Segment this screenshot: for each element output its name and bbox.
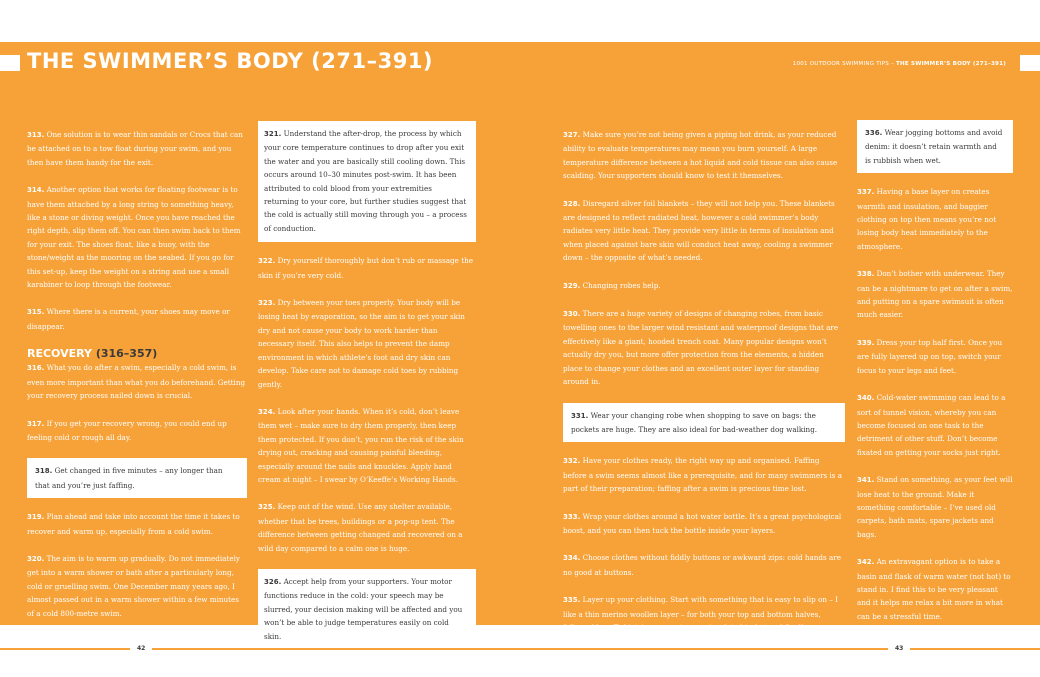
header-tab-right: [1020, 55, 1040, 71]
tip-323: 323. Dry between your toes properly. Your body will be losing heat by evaporation, so the aim is to get your skin dry and not cause your body to work harder than necessary itself. This also helps to prevent the damp environment in which athlete’s foot and dry skin can develop. Take care not to damage cold toes by rubbing gently.: [258, 298, 465, 389]
tip-340: 340. Cold-water swimming can lead to a sort of tunnel vision, whereby you can become focused on one task to the detriment of other stuff. Don’t become fixated on getting your socks just right.: [857, 393, 1006, 457]
tip-314: 314. Another option that works for floating footwear is to have them attached by a long string to something heavy, like a stone or diving weight. Once you have reached the right depth, slip them off. You can then swim back to them for your exit. The shoes float, like a buoy, with the stone/weight as the mooring on the seabed. If you go for this set-up, keep the weight on a string and use a small karabiner to loop through the footwear.: [27, 185, 241, 290]
footer-rule-left: [0, 648, 130, 650]
section-heading-recovery: RECOVERY (316–357): [27, 347, 158, 361]
running-header: 1001 OUTDOOR SWIMMING TIPS – THE SWIMMER’S BODY (271–391): [792, 61, 1006, 67]
tip-322: 322. Dry yourself thoroughly but don’t rub or massage the skin if you’re very cold.: [258, 256, 473, 280]
highlight-box-321: 321. Understand the after-drop, the process by which your core temperature continues to drop after you exit the water and you are basically still cooling down. This occurs around 10–30 minutes post-swim. It has been attributed to cold blood from your extremities returning to your core, but further studies suggest that the cold is actually still moving through you – a process of conduction.: [258, 121, 476, 242]
tip-327: 327. Make sure you’re not being given a piping hot drink, as your reduced ability to evaluate temperatures may mean you burn yourself. A large temperature difference between a hot liquid and cold tissue can also cause scalding. Your supporters should know to test it themselves.: [563, 130, 838, 181]
highlight-box-331: 331. Wear your changing robe when shopping to save on bags: the pockets are huge. They are also ideal for bad-weather dog walking.: [563, 403, 845, 443]
tip-341: 341. Stand on something, as your feet will lose heat to the ground. Make it something comfortable – I’ve used old carpets, bath mats, spare jackets and bags.: [857, 475, 1013, 539]
tip-334: 334. Choose clothes without fiddly buttons or awkward zips: cold hands are no good at buttons.: [563, 553, 841, 577]
tip-329: 329. Changing robes help.: [563, 280, 661, 290]
tip-313: 313. One solution is to wear thin sandals or Crocs that can be attached on to a tow float during your swim, and you then have them handy for the exit.: [27, 130, 243, 167]
header-tab-left: [0, 55, 20, 71]
highlight-box-336: 336. Wear jogging bottoms and avoid denim: it doesn’t retain warmth and is rubbish when wet.: [857, 120, 1013, 173]
highlight-box-318: 318. Get changed in five minutes – any longer than that and you’re just faffing.: [27, 458, 247, 498]
page-number-left: 42: [137, 645, 146, 652]
tip-330: 330. There are a huge variety of designs of changing robes, from basic towelling ones to the larger wind resistant and waterproof designs that are effectively like a giant, hooded trench coat. Many popular designs won’t actually dry you, but more offer protection from the elements, a hidden place to change your clothes and an excellent outer layer for standing around in.: [563, 309, 839, 387]
tip-316: 316. What you do after a swim, especially a cold swim, is even more important than what you do beforehand. Getting your recovery process nailed down is crucial.: [27, 363, 246, 401]
highlight-box-326: 326. Accept help from your supporters. Your motor functions reduce in the cold: your speech may be slurred, your decision making will be affected and you won’t be able to judge temperatures easily on cold skin.: [258, 569, 476, 650]
chapter-title: THE SWIMMER’S BODY (271–391): [27, 49, 434, 73]
footer-rule-left-2: [152, 648, 520, 650]
column-2: [258, 121, 476, 662]
tip-328: 328. Disregard silver foil blankets – they will not help you. These blankets are designed to reflect radiated heat, however a cold swimmer’s body radiates very little heat. They provide very little in terms of insulation and when placed against bare skin will conduct heat away, cooling a swimmer down – the opposite of what’s needed.: [563, 198, 835, 263]
tip-337: 337. Having a base layer on creates warmth and insulation, and baggier clothing on top then means you’re not losing body heat immediately to the atmosphere.: [857, 187, 997, 251]
tip-324: 324. Look after your hands. When it’s cold, don’t leave them wet – make sure to dry them properly, then keep them protected. If you don’t, you run the risk of the skin drying out, cracking and causing painful bleeding, especially around the nails and knuckles. Apply hand cream at night – I swear by O’Keeffe’s Working Hands.: [258, 406, 464, 484]
page-number-right: 43: [895, 645, 904, 652]
tip-317: 317. If you get your recovery wrong, you could end up feeling cold or rough all day.: [27, 418, 227, 442]
tip-342: 342. An extravagant option is to take a basin and flask of warm water (not hot) to stand in. I find this to be very pleasant and it helps me relax a bit more in what can be a stressful time.: [857, 557, 1011, 621]
tip-333: 333. Wrap your clothes around a hot water bottle. It’s a great psychological boost, and you can then tuck the bottle inside your layers.: [563, 511, 842, 535]
column-3: [563, 128, 845, 662]
footer-rule-right-2: [910, 648, 1040, 650]
tip-315: 315. Where there is a current, your shoes may move or disappear.: [27, 307, 230, 331]
tip-325: 325. Keep out of the wind. Use any shelter available, whether that be trees, buildings or a pop-up tent. The difference between getting changed and recovered on a wild day compared to a calm one is huge.: [258, 502, 463, 553]
tip-320: 320. The aim is to warm up gradually. Do not immediately get into a warm shower or bath after a particularly long, cold or gruelling swim. One December many years ago, I almost passed out in a warm shower within a few minutes of a cold 800-metre swim.: [27, 553, 240, 618]
tip-319: 319. Plan ahead and take into account the time it takes to recover and warm up, especially from a cold swim.: [27, 512, 240, 536]
column-1: [27, 128, 247, 634]
footer-rule-right: [520, 648, 888, 650]
tip-339: 339. Dress your top half first. Once you are fully layered up on top, switch your focus to your legs and feet.: [857, 337, 1003, 375]
tip-332: 332. Have your clothes ready, the right way up and organised. Faffing before a swim seems almost like a prerequisite, and for many swimmers is a part of their preparation; faffing after a swim is precious time lost.: [563, 456, 843, 494]
column-4: [857, 120, 1013, 637]
tip-338: 338. Don’t bother with underwear. They can be a nightmare to get on after a swim, and putting on a spare swimsuit is often much easier.: [857, 269, 1013, 320]
tip-335: 335. Layer up your clothing. Start with something that is easy to slip on – I like a thin merino woollen layer – for both your top and bottom halves, followed by a T-shirt, jumper or two, an insulated jacket and finally a windproof outer layer. Also put on a thick hat and gloves.: [563, 595, 839, 646]
